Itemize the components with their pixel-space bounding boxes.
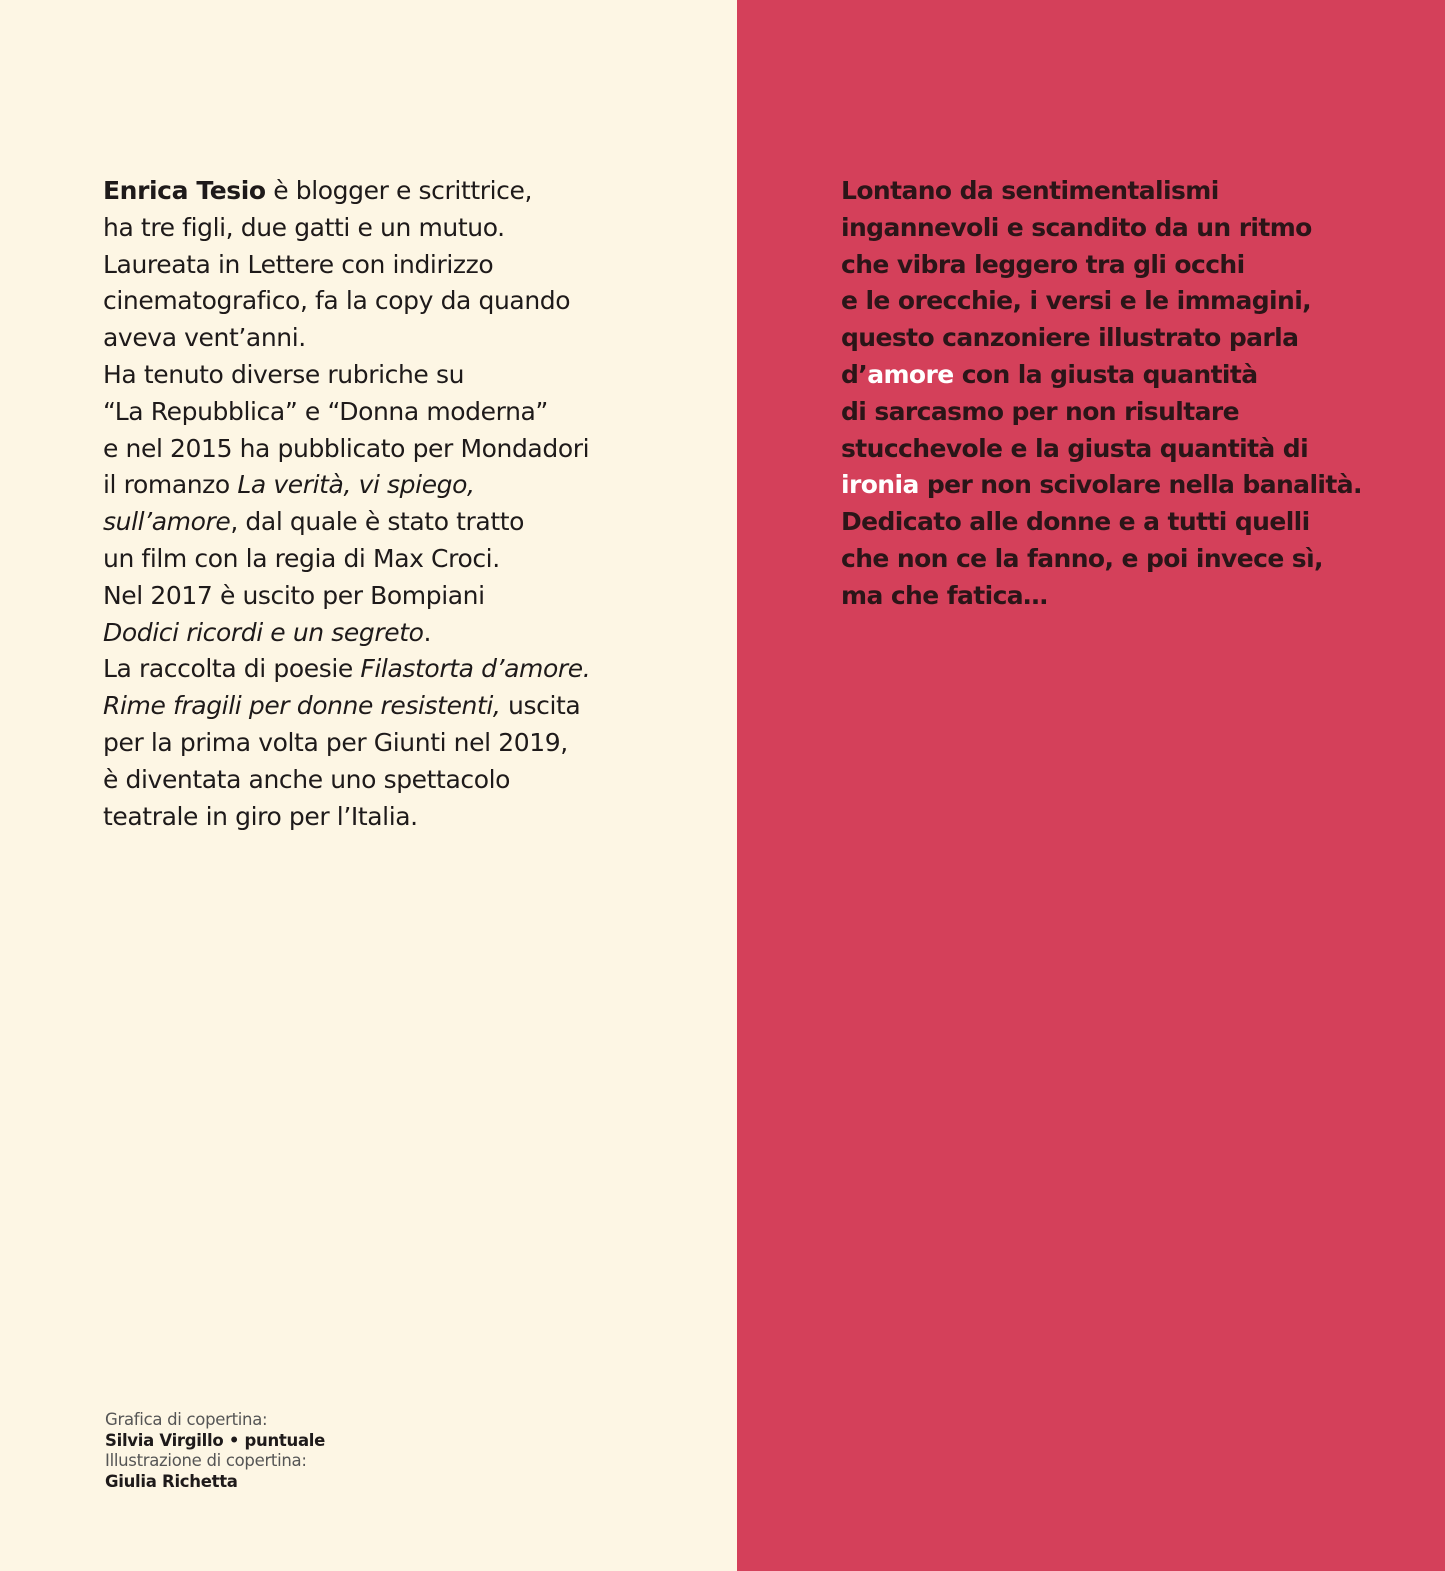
blurb-line: che vibra leggero tra gli occhi [841, 249, 1245, 279]
book-blurb [841, 173, 1431, 615]
cover-design-name: Silvia Virgillo • puntuale [105, 1430, 326, 1450]
right-red-panel [737, 0, 1445, 1571]
blurb-line: Lontano da sentimentalismi [841, 176, 1219, 205]
book-title: Dodici ricordi e un segreto [103, 617, 424, 647]
bio-line: aveva vent’anni. [103, 323, 306, 353]
blurb-line: questo canzoniere illustrato parla [841, 323, 1299, 353]
cover-illustration-label: Illustrazione di copertina: [105, 1451, 307, 1470]
book-title: La verità, vi spiego, [237, 470, 475, 500]
book-title: sull’amore [103, 507, 231, 537]
blurb-line: che non ce la fanno, e poi invece sì, [841, 543, 1323, 573]
highlight-word-ironia: ironia [841, 470, 919, 500]
blurb-line: ingannevoli e scandito da un ritmo [841, 212, 1312, 242]
book-title: Rime fragili per donne resistenti, [103, 691, 501, 721]
bio-line: ha tre figli, due gatti e un mutuo. [103, 212, 505, 242]
bio-line: Laureata in Lettere con indirizzo [103, 249, 494, 279]
cover-illustration-name: Giulia Richetta [105, 1471, 238, 1491]
bio-line: La raccolta di poesie Filastorta d’amore. [103, 654, 591, 684]
bio-line: Ha tenuto diverse rubriche su [103, 359, 465, 389]
bio-line: Enrica Tesio è blogger e scrittrice, [103, 176, 533, 205]
bio-line: teatrale in giro per l’Italia. [103, 801, 418, 831]
bio-line: Rime fragili per donne resistenti, uscita [103, 691, 581, 721]
bio-line: e nel 2015 ha pubblicato per Mondadori [103, 433, 590, 463]
blurb-line: di sarcasmo per non risultare [841, 396, 1239, 426]
blurb-line: Dedicato alle donne e a tutti quelli [841, 507, 1310, 537]
bio-line: il romanzo La verità, vi spiego, [103, 470, 475, 500]
bio-line: cinematografico, fa la copy da quando [103, 286, 571, 316]
author-bio [103, 173, 703, 835]
bio-line: un film con la regia di Max Croci. [103, 543, 500, 573]
bio-line: sull’amore, dal quale è stato tratto [103, 507, 525, 537]
cover-credits [105, 1410, 325, 1492]
highlight-word-amore: amore [867, 359, 954, 389]
book-title: Filastorta d’amore. [360, 654, 591, 684]
bio-line: Nel 2017 è uscito per Bompiani [103, 580, 485, 610]
blurb-line: ma che fatica… [841, 580, 1048, 610]
blurb-line: d’amore con la giusta quantità [841, 359, 1258, 389]
blurb-line: ironia per non scivolare nella banalità. [841, 470, 1362, 500]
bio-line: per la prima volta per Giunti nel 2019, [103, 727, 568, 757]
author-name: Enrica Tesio [103, 176, 266, 205]
bio-line: è diventata anche uno spettacolo [103, 764, 511, 794]
cover-design-label: Grafica di copertina: [105, 1410, 268, 1429]
bio-line: “La Repubblica” e “Donna moderna” [103, 396, 548, 426]
bio-line: Dodici ricordi e un segreto. [103, 617, 432, 647]
blurb-line: e le orecchie, i versi e le immagini, [841, 286, 1312, 316]
blurb-line: stucchevole e la giusta quantità di [841, 433, 1309, 463]
